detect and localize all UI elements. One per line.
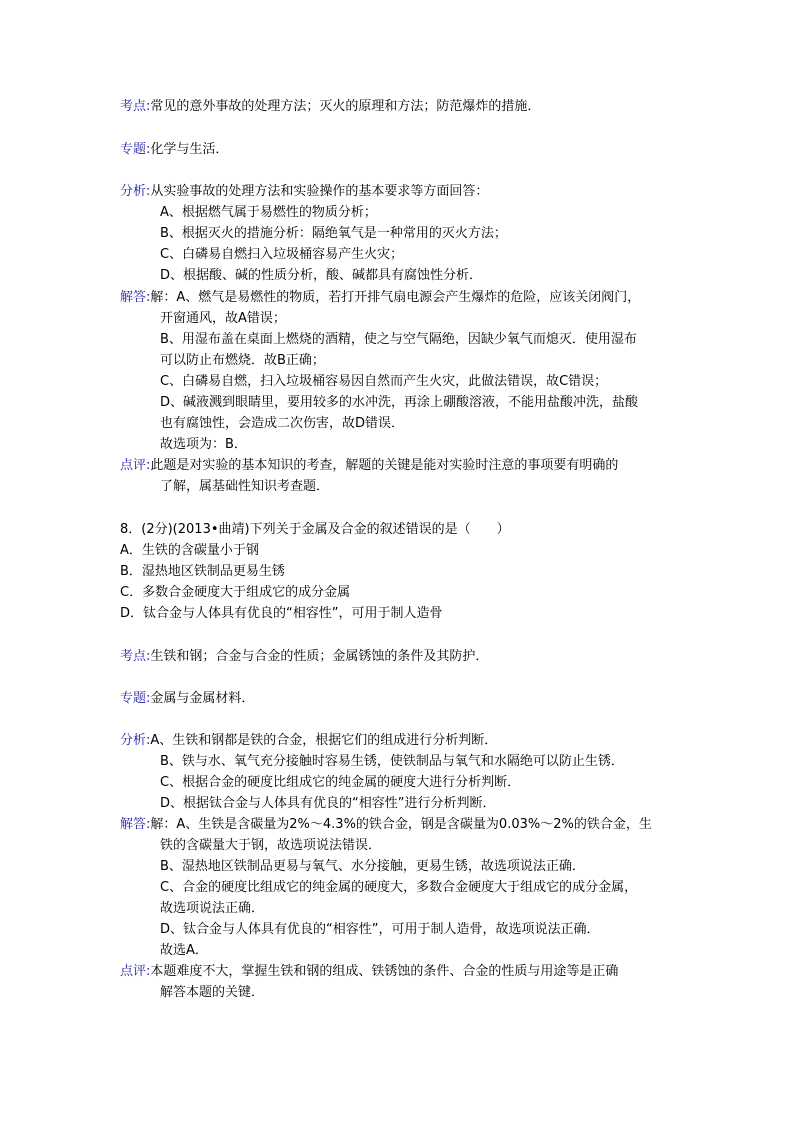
dianping-line: 了解，属基础性知识考查题． bbox=[160, 479, 330, 494]
fenxi-line: A、生铁和钢都是铁的合金，根据它们的组成进行分析判断． bbox=[150, 733, 498, 748]
dianping-row-2 bbox=[120, 962, 618, 982]
zhuanti-label: 专题: bbox=[120, 691, 151, 706]
option-d: D．钛合金与人体具有优良的“相容性”，可用于制人造骨 bbox=[120, 606, 443, 621]
zhuanti-label: 专题: bbox=[120, 142, 151, 157]
option-b: B．湿热地区铁制品更易生锈 bbox=[120, 564, 285, 579]
fenxi-row-2 bbox=[120, 731, 497, 751]
fenxi-line: B、根据灭火的措施分析：隔绝氧气是一种常用的灭火方法； bbox=[160, 226, 507, 241]
kaodian-row-1 bbox=[120, 97, 540, 117]
fenxi-line: C、根据合金的硬度比组成它的纯金属的硬度大进行分析判断． bbox=[160, 775, 521, 790]
jieda-line: 故选A． bbox=[160, 943, 208, 958]
fenxi-line: D、根据钛合金与人体具有优良的“相容性”进行分析判断． bbox=[160, 796, 496, 811]
zhuanti-row-2 bbox=[120, 689, 254, 709]
kaodian-text: 常见的意外事故的处理方法；灭火的原理和方法；防范爆炸的措施． bbox=[150, 99, 541, 114]
jieda-line: C、白磷易自燃，扫入垃圾桶容易因自然而产生火灾，此做法错误，故C错误； bbox=[160, 374, 608, 389]
fenxi-label: 分析: bbox=[120, 733, 151, 748]
zhuanti-text: 化学与生活． bbox=[150, 142, 229, 157]
jieda-line: B、用湿布盖在桌面上燃烧的酒精，使之与空气隔绝，因缺少氧气而熄灭．使用湿布 bbox=[160, 332, 637, 347]
dianping-label: 点评: bbox=[120, 964, 151, 979]
fenxi-line: D、根据酸、碱的性质分析，酸、碱都具有腐蚀性分析． bbox=[160, 268, 483, 283]
zhuanti-text: 金属与金属材料． bbox=[150, 691, 255, 706]
jieda-line: 可以防止布燃烧．故B正确； bbox=[160, 353, 325, 368]
fenxi-line: 从实验事故的处理方法和实验操作的基本要求等方面回答： bbox=[150, 184, 489, 199]
kaodian-row-2 bbox=[120, 647, 488, 667]
zhuanti-row-1 bbox=[120, 140, 228, 160]
jieda-label: 解答: bbox=[120, 290, 151, 305]
fenxi-line: C、白磷易自燃扫入垃圾桶容易产生火灾； bbox=[160, 247, 404, 262]
jieda-line: C、合金的硬度比组成它的纯金属的硬度大，多数合金硬度大于组成它的成分金属， bbox=[160, 880, 638, 895]
option-a: A．生铁的含碳量小于钢 bbox=[120, 543, 259, 558]
jieda-line: 也有腐蚀性，会造成二次伤害，故D错误． bbox=[160, 416, 405, 431]
jieda-line: D、钛合金与人体具有优良的“相容性”，可用于制人造骨，故选项说法正确． bbox=[160, 922, 600, 937]
dianping-label: 点评: bbox=[120, 458, 151, 473]
jieda-line: 开窗通风，故A错误； bbox=[160, 311, 286, 326]
jieda-line: 解：A、生铁是含碳量为2%～4.3%的铁合金，钢是含碳量为0.03%～2%的铁合金，生 bbox=[150, 817, 652, 832]
jieda-line: 故选项为：B． bbox=[160, 437, 247, 452]
jieda-row-1 bbox=[120, 288, 640, 308]
option-c: C．多数合金硬度大于组成它的成分金属 bbox=[120, 585, 351, 600]
fenxi-label: 分析: bbox=[120, 184, 151, 199]
fenxi-line: A、根据燃气属于易燃性的物质分析； bbox=[160, 205, 377, 220]
dianping-line: 本题难度不大，掌握生铁和钢的组成、铁锈蚀的条件、合金的性质与用途等是正确 bbox=[150, 964, 619, 979]
jieda-line: 铁的含碳量大于钢，故选项说法错误． bbox=[160, 838, 382, 853]
jieda-line: 解：A、燃气是易燃性的物质，若打开排气扇电源会产生爆炸的危险，应该关闭阀门， bbox=[150, 290, 641, 305]
jieda-label: 解答: bbox=[120, 817, 151, 832]
question-stem: 8．(2分)(2013•曲靖)下列关于金属及合金的叙述错误的是（ ） bbox=[120, 522, 510, 537]
dianping-row-1 bbox=[120, 456, 618, 476]
jieda-row-2 bbox=[120, 815, 652, 835]
kaodian-label: 考点: bbox=[120, 99, 151, 114]
fenxi-line: B、铁与水、氧气充分接触时容易生锈，使铁制品与氧气和水隔绝可以防止生锈． bbox=[160, 754, 624, 769]
fenxi-row-1 bbox=[120, 182, 488, 202]
dianping-line: 此题是对实验的基本知识的考查，解题的关键是能对实验时注意的事项要有明确的 bbox=[150, 458, 619, 473]
jieda-line: B、湿热地区铁制品更易与氧气、水分接触，更易生锈，故选项说法正确． bbox=[160, 859, 585, 874]
jieda-line: D、碱液溅到眼睛里，要用较多的水冲洗，再涂上硼酸溶液，不能用盐酸冲洗，盐酸 bbox=[160, 395, 639, 410]
kaodian-text: 生铁和钢；合金与合金的性质；金属锈蚀的条件及其防护． bbox=[150, 649, 489, 664]
jieda-line: 故选项说法正确． bbox=[160, 901, 265, 916]
dianping-line: 解答本题的关键． bbox=[160, 985, 265, 1000]
kaodian-label: 考点: bbox=[120, 649, 151, 664]
